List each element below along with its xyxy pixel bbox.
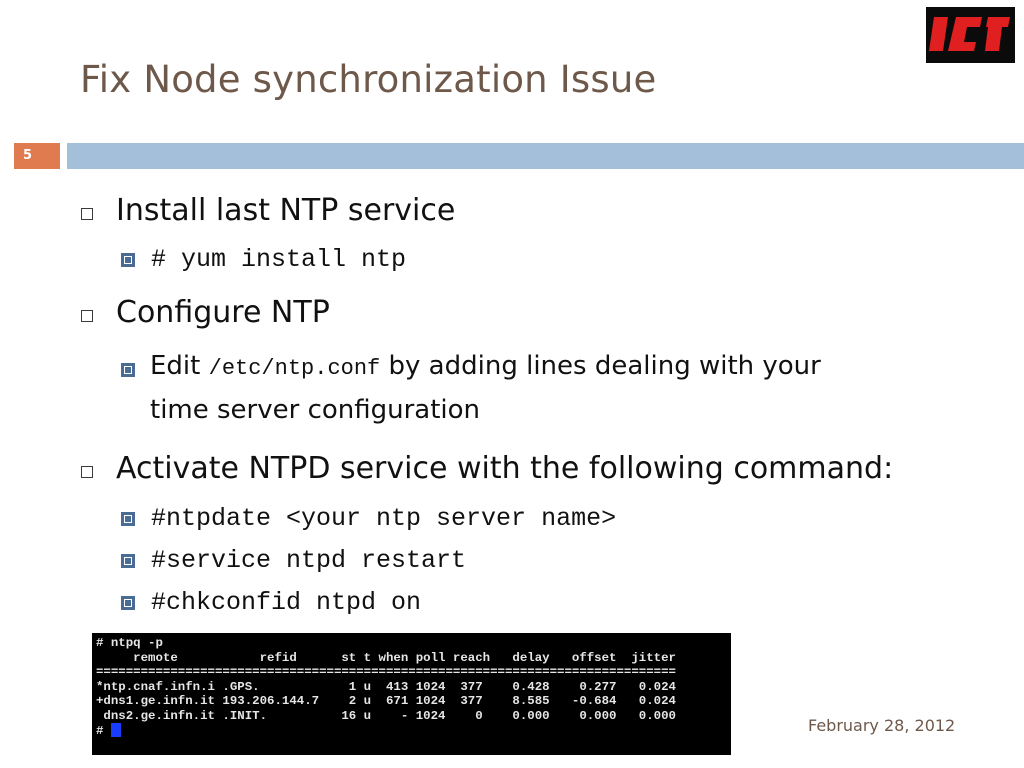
edit-prefix: Edit (150, 351, 209, 381)
bullet-icon (81, 310, 93, 322)
terminal-line: *ntp.cnaf.infn.i .GPS. 1 u 413 1024 377 0.428 0.277 0.024 (96, 679, 676, 694)
slide-title: Fix Node synchronization Issue (80, 58, 657, 101)
bullet-install: Install last NTP service (116, 193, 456, 228)
code-service-restart: #service ntpd restart (151, 546, 467, 575)
code-ntpdate: #ntpdate <your ntp server name> (151, 504, 617, 533)
bullet-activate: Activate NTPD service with the following command: (116, 451, 894, 486)
terminal-line: ============================================================================== (96, 665, 676, 679)
ici-logo (926, 7, 1015, 63)
slide-number: 5 (14, 143, 60, 169)
terminal-prompt: # (96, 724, 111, 738)
terminal-line: # ntpq -p (96, 636, 163, 650)
sub-bullet-icon (121, 596, 135, 610)
sub-bullet-icon (121, 253, 135, 267)
terminal-output (92, 633, 731, 755)
sub-bullet-edit-continuation: time server configuration (150, 395, 481, 425)
sub-bullet-icon (121, 554, 135, 568)
bullet-icon (81, 208, 93, 220)
code-ntp-conf: /etc/ntp.conf (208, 356, 381, 381)
terminal-cursor (111, 723, 121, 737)
terminal-line: dns2.ge.infn.it .INIT. 16 u - 1024 0 0.000 0.000 0.000 (96, 708, 676, 723)
terminal-prompt-line (96, 723, 727, 739)
sub-bullet-edit (150, 351, 821, 381)
edit-suffix: by adding lines dealing with your (380, 351, 821, 381)
slide-date: February 28, 2012 (808, 716, 956, 735)
header-bar (67, 143, 1024, 169)
bullet-configure: Configure NTP (116, 295, 330, 330)
bullet-icon (81, 466, 93, 478)
sub-bullet-icon (121, 363, 135, 377)
sub-bullet-icon (121, 512, 135, 526)
code-chkconfig: #chkconfid ntpd on (151, 588, 422, 617)
terminal-line: remote refid st t when poll reach delay offset jitter (96, 650, 676, 665)
terminal-line: +dns1.ge.infn.it 193.206.144.7 2 u 671 1024 377 8.585 -0.684 0.024 (96, 694, 676, 708)
code-yum-install: # yum install ntp (151, 245, 407, 274)
